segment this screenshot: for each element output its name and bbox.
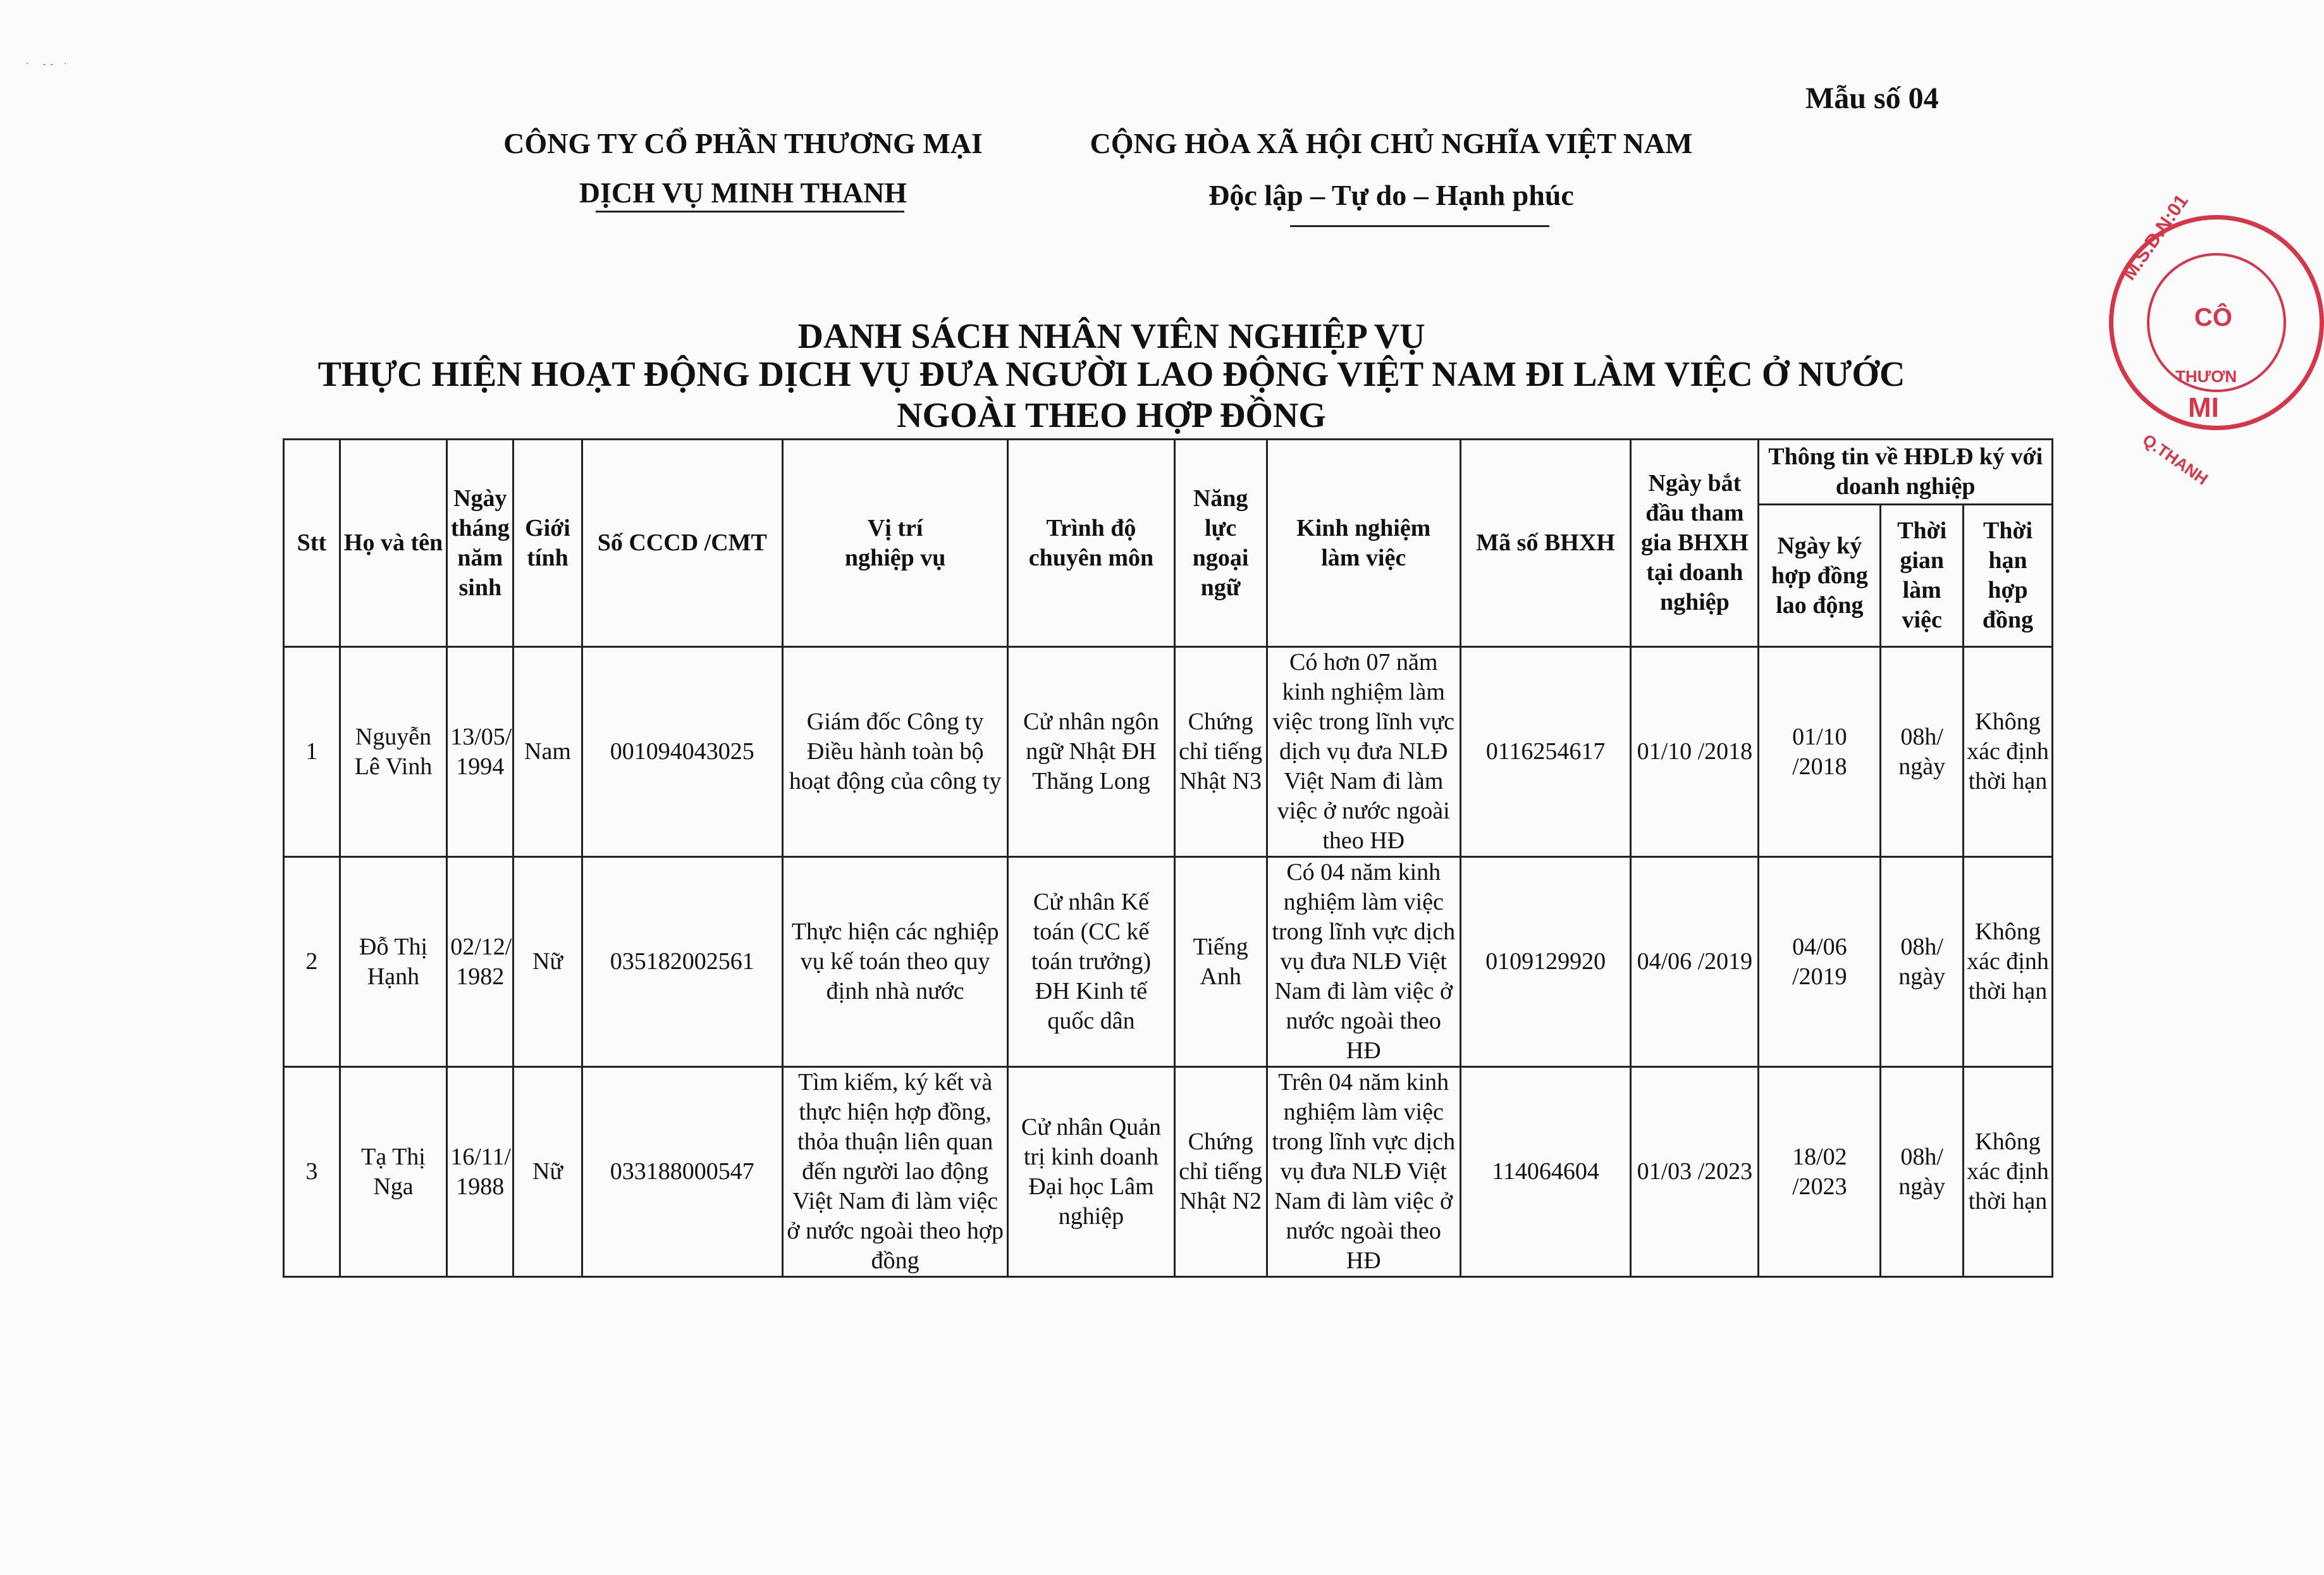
cell-bhxh: 0109129920 <box>1460 857 1630 1067</box>
cell-name: Tạ Thị Nga <box>340 1067 446 1277</box>
header-stt: Stt <box>284 440 340 647</box>
header-bhxh: Mã số BHXH <box>1460 440 1630 647</box>
nation-motto: Độc lập – Tự do – Hạnh phúc <box>1208 179 1574 211</box>
cell-contract-term: Không xác định thời hạn <box>1964 857 2053 1067</box>
cell-language: Chứng chỉ tiếng Nhật N2 <box>1174 1067 1267 1277</box>
cell-id: 033188000547 <box>582 1067 782 1277</box>
table-row <box>284 1067 2053 1277</box>
cell-name: Nguyễn Lê Vinh <box>340 647 446 857</box>
cell-name: Đỗ Thị Hạnh <box>340 857 446 1067</box>
seal-text-mi: MI <box>2188 392 2219 423</box>
nation-line1: CỘNG HÒA XÃ HỘI CHỦ NGHĨA VIỆT NAM <box>1090 127 1693 159</box>
staff-table <box>283 438 2053 1278</box>
scan-marks: · ‐ ‐ · <box>25 57 68 71</box>
cell-stt: 2 <box>284 857 340 1067</box>
cell-gender: Nam <box>513 647 582 857</box>
header-name: Họ và tên <box>340 440 446 647</box>
header-qualification: Trình độ chuyên môn <box>1008 440 1174 647</box>
cell-bhxh-start: 04/06 /2019 <box>1631 857 1759 1067</box>
cell-id: 035182002561 <box>582 857 782 1067</box>
header-bhxh-start: Ngày bắt đầu tham gia BHXH tại doanh nghiệp <box>1631 440 1759 647</box>
cell-work-time: 08h/ ngày <box>1881 647 1964 857</box>
cell-experience: Có 04 năm kinh nghiệm làm việc trong lĩnh vực dịch vụ đưa NLĐ Việt Nam đi làm việc ở nước ngoài theo HĐ <box>1267 857 1460 1067</box>
cell-dob: 16/11/ 1988 <box>447 1067 513 1277</box>
cell-work-time: 08h/ ngày <box>1881 857 1964 1067</box>
cell-experience: Có hơn 07 năm kinh nghiệm làm việc trong lĩnh vực dịch vụ đưa NLĐ Việt Nam đi làm việc ở nước ngoài theo HĐ <box>1267 647 1460 857</box>
cell-language: Tiếng Anh <box>1174 857 1267 1067</box>
cell-gender: Nữ <box>513 1067 582 1277</box>
cell-qualification: Cử nhân Quản trị kinh doanh Đại học Lâm nghiệp <box>1008 1067 1174 1277</box>
company-name-line1: CÔNG TY CỔ PHẦN THƯƠNG MẠI <box>503 127 983 159</box>
cell-stt: 1 <box>284 647 340 857</box>
company-underline <box>596 211 904 213</box>
header-experience: Kinh nghiệm làm việc <box>1267 440 1460 647</box>
header-position: Vị trí nghiệp vụ <box>783 440 1008 647</box>
cell-position: Giám đốc Công ty Điều hành toàn bộ hoạt động của công ty <box>783 647 1008 857</box>
cell-bhxh-start: 01/03 /2023 <box>1631 1067 1759 1277</box>
header-work-time: Thời gian làm việc <box>1881 505 1964 647</box>
header-gender: Giới tính <box>513 440 582 647</box>
document-title-line1: DANH SÁCH NHÂN VIÊN NGHIỆP VỤ <box>797 317 1425 356</box>
cell-dob: 13/05/ 1994 <box>447 647 513 857</box>
seal-text-bottom: Q.THANH <box>2139 430 2212 489</box>
header-contract-date: Ngày ký hợp đồng lao động <box>1759 505 1881 647</box>
header-contract-group: Thông tin về HĐLĐ ký với doanh nghiệp <box>1759 440 2053 505</box>
header-id: Số CCCD /CMT <box>582 440 782 647</box>
cell-id: 001094043025 <box>582 647 782 857</box>
seal-text-co: CÔ <box>2194 304 2232 331</box>
cell-qualification: Cử nhân Kế toán (CC kế toán trưởng) ĐH Kinh tế quốc dân <box>1008 857 1174 1067</box>
cell-bhxh: 114064604 <box>1460 1067 1630 1277</box>
cell-position: Thực hiện các nghiệp vụ kế toán theo quy định nhà nước <box>783 857 1008 1067</box>
motto-underline <box>1290 225 1549 227</box>
header-dob: Ngày tháng năm sinh <box>447 440 513 647</box>
form-number: Mẫu số 04 <box>1805 82 1939 115</box>
document-title-line3: NGOÀI THEO HỢP ĐỒNG <box>897 396 1326 435</box>
header-contract-term: Thời hạn hợp đồng <box>1964 505 2053 647</box>
header-language: Năng lực ngoại ngữ <box>1174 440 1267 647</box>
cell-contract-term: Không xác định thời hạn <box>1964 647 2053 857</box>
cell-contract-date: 04/06 /2019 <box>1759 857 1881 1067</box>
cell-qualification: Cử nhân ngôn ngữ Nhật ĐH Thăng Long <box>1008 647 1174 857</box>
cell-gender: Nữ <box>513 857 582 1067</box>
cell-bhxh: 0116254617 <box>1460 647 1630 857</box>
seal-text-thuong: THƯƠN <box>2175 367 2237 386</box>
cell-stt: 3 <box>284 1067 340 1277</box>
cell-bhxh-start: 01/10 /2018 <box>1631 647 1759 857</box>
cell-work-time: 08h/ ngày <box>1881 1067 1964 1277</box>
cell-contract-term: Không xác định thời hạn <box>1964 1067 2053 1277</box>
table-row <box>284 857 2053 1067</box>
document-title-line2: THỰC HIỆN HOẠT ĐỘNG DỊCH VỤ ĐƯA NGƯỜI LAO ĐỘNG VIỆT NAM ĐI LÀM VIỆC Ở NƯỚC <box>317 355 1905 394</box>
cell-language: Chứng chỉ tiếng Nhật N3 <box>1174 647 1267 857</box>
cell-experience: Trên 04 năm kinh nghiệm làm việc trong lĩnh vực dịch vụ đưa NLĐ Việt Nam đi làm việc ở nước ngoài theo HĐ <box>1267 1067 1460 1277</box>
cell-contract-date: 18/02 /2023 <box>1759 1067 1881 1277</box>
table-row <box>284 647 2053 857</box>
company-name-line2: DỊCH VỤ MINH THANH <box>579 176 907 209</box>
seal-text-top: M.S.D.N:01 <box>2118 190 2192 284</box>
cell-dob: 02/12/ 1982 <box>447 857 513 1067</box>
cell-contract-date: 01/10 /2018 <box>1759 647 1881 857</box>
cell-position: Tìm kiếm, ký kết và thực hiện hợp đồng, thỏa thuận liên quan đến người lao động Việt Nam đi làm việc ở nước ngoài theo hợp đồng <box>783 1067 1008 1277</box>
